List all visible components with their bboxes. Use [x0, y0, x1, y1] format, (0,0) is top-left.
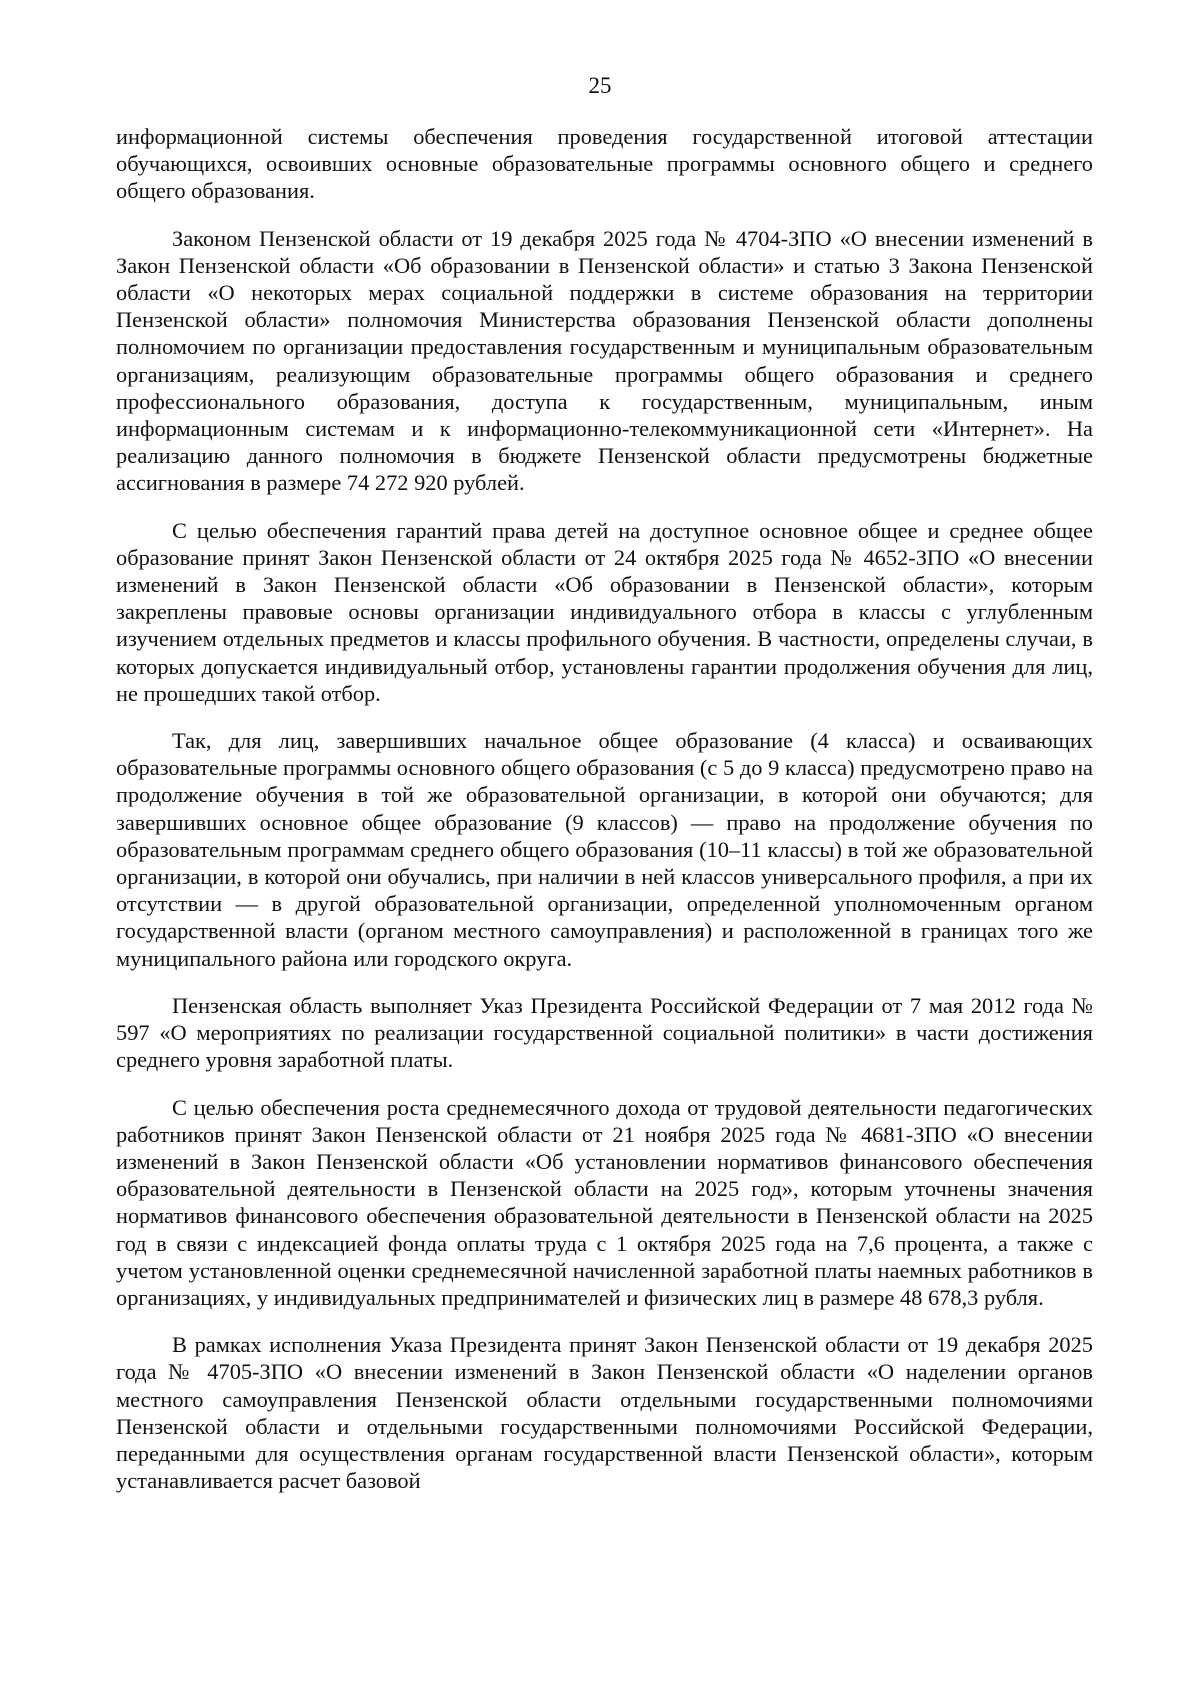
- paragraph-law-4704: Законом Пензенской области от 19 декабря 2025 года № 4704-ЗПО «О внесении изменений в Закон Пензенской области «Об образовании в Пензенской области» и статью 3 Закона Пензенской области «О некоторых мерах социальной поддержки в системе образования на территории Пензенской области» полномочия Министерства образования Пензенской области дополнены полномочием по организации предоставления государственным и муниципальным образовательным организациям, реализующим образовательные программы общего образования и среднего профессионального образования, доступа к государственным, муниципальным, иным информационным системам и к информационно-телекоммуникационной сети «Интернет». На реализацию данного полномочия в бюджете Пензенской области предусмотрены бюджетные ассигнования в размере 74 272 920 рублей.: [116, 225, 1093, 496]
- paragraph-decree-597: Пензенская область выполняет Указ Президента Российской Федерации от 7 мая 2012 года № 597 «О мероприятиях по реализации государственной социальной политики» в части достижения среднего уровня заработной платы.: [116, 992, 1093, 1073]
- paragraph-continuation: информационной системы обеспечения проведения государственной итоговой аттестации обучающихся, освоивших основные образовательные программы основного общего и среднего общего образования.: [116, 124, 1093, 204]
- page-number: 25: [588, 73, 612, 98]
- paragraph-law-4705: В рамках исполнения Указа Президента принят Закон Пензенской области от 19 декабря 2025 года № 4705-ЗПО «О внесении изменений в Закон Пензенской области «О наделении органов местного самоуправления Пензенской области отдельными государственными полномочиями Пензенской области и отдельными государственными полномочиями Российской Федерации, переданными для осуществления органам государственной власти Пензенской области», которым устанавливается расчет базовой: [116, 1332, 1093, 1494]
- paragraph-law-4681: С целью обеспечения роста среднемесячного дохода от трудовой деятельности педагогических работников принят Закон Пензенской области от 21 ноября 2025 года № 4681-ЗПО «О внесении изменений в Закон Пензенской области «Об установлении нормативов финансового обеспечения образовательной деятельности в Пензенской области на 2025 год», которым уточнены значения нормативов финансового обеспечения образовательной деятельности в Пензенской области на 2025 год в связи с индексацией фонда оплаты труда с 1 октября 2025 года на 7,6 процента, а также с учетом установленной оценки среднемесячной начисленной заработной платы наемных работников в организациях, у индивидуальных предпринимателей и физических лиц в размере 48 678,3 рубля.: [116, 1094, 1093, 1310]
- paragraph-continuation-rights: Так, для лиц, завершивших начальное общее образование (4 класса) и осваивающих образовательные программы основного общего образования (с 5 до 9 класса) предусмотрено право на продолжение обучения в той же образовательной организации, в которой они обучаются; для завершивших основное общее образование (9 классов) — право на продолжение обучения по образовательным программам среднего общего образования (10–11 классы) в той же образовательной организации, в которой они обучались, при наличии в ней классов универсального профиля, а при их отсутствии — в другой образовательной организации, определенной уполномоченным органом государственной власти (органом местного самоуправления) и расположенной в границах того же муниципального района или городского округа.: [116, 728, 1093, 971]
- paragraph-law-4652: С целью обеспечения гарантий права детей на доступное основное общее и среднее общее образование принят Закон Пензенской области от 24 октября 2025 года № 4652-ЗПО «О внесении изменений в Закон Пензенской области «Об образовании в Пензенской области», которым закреплены правовые основы организации индивидуального отбора в классы с углубленным изучением отдельных предметов и классы профильного обучения. В частности, определены случаи, в которых допускается индивидуальный отбор, установлены гарантии продолжения обучения для лиц, не прошедших такой отбор.: [116, 517, 1093, 706]
- document-body: [116, 123, 1093, 1514]
